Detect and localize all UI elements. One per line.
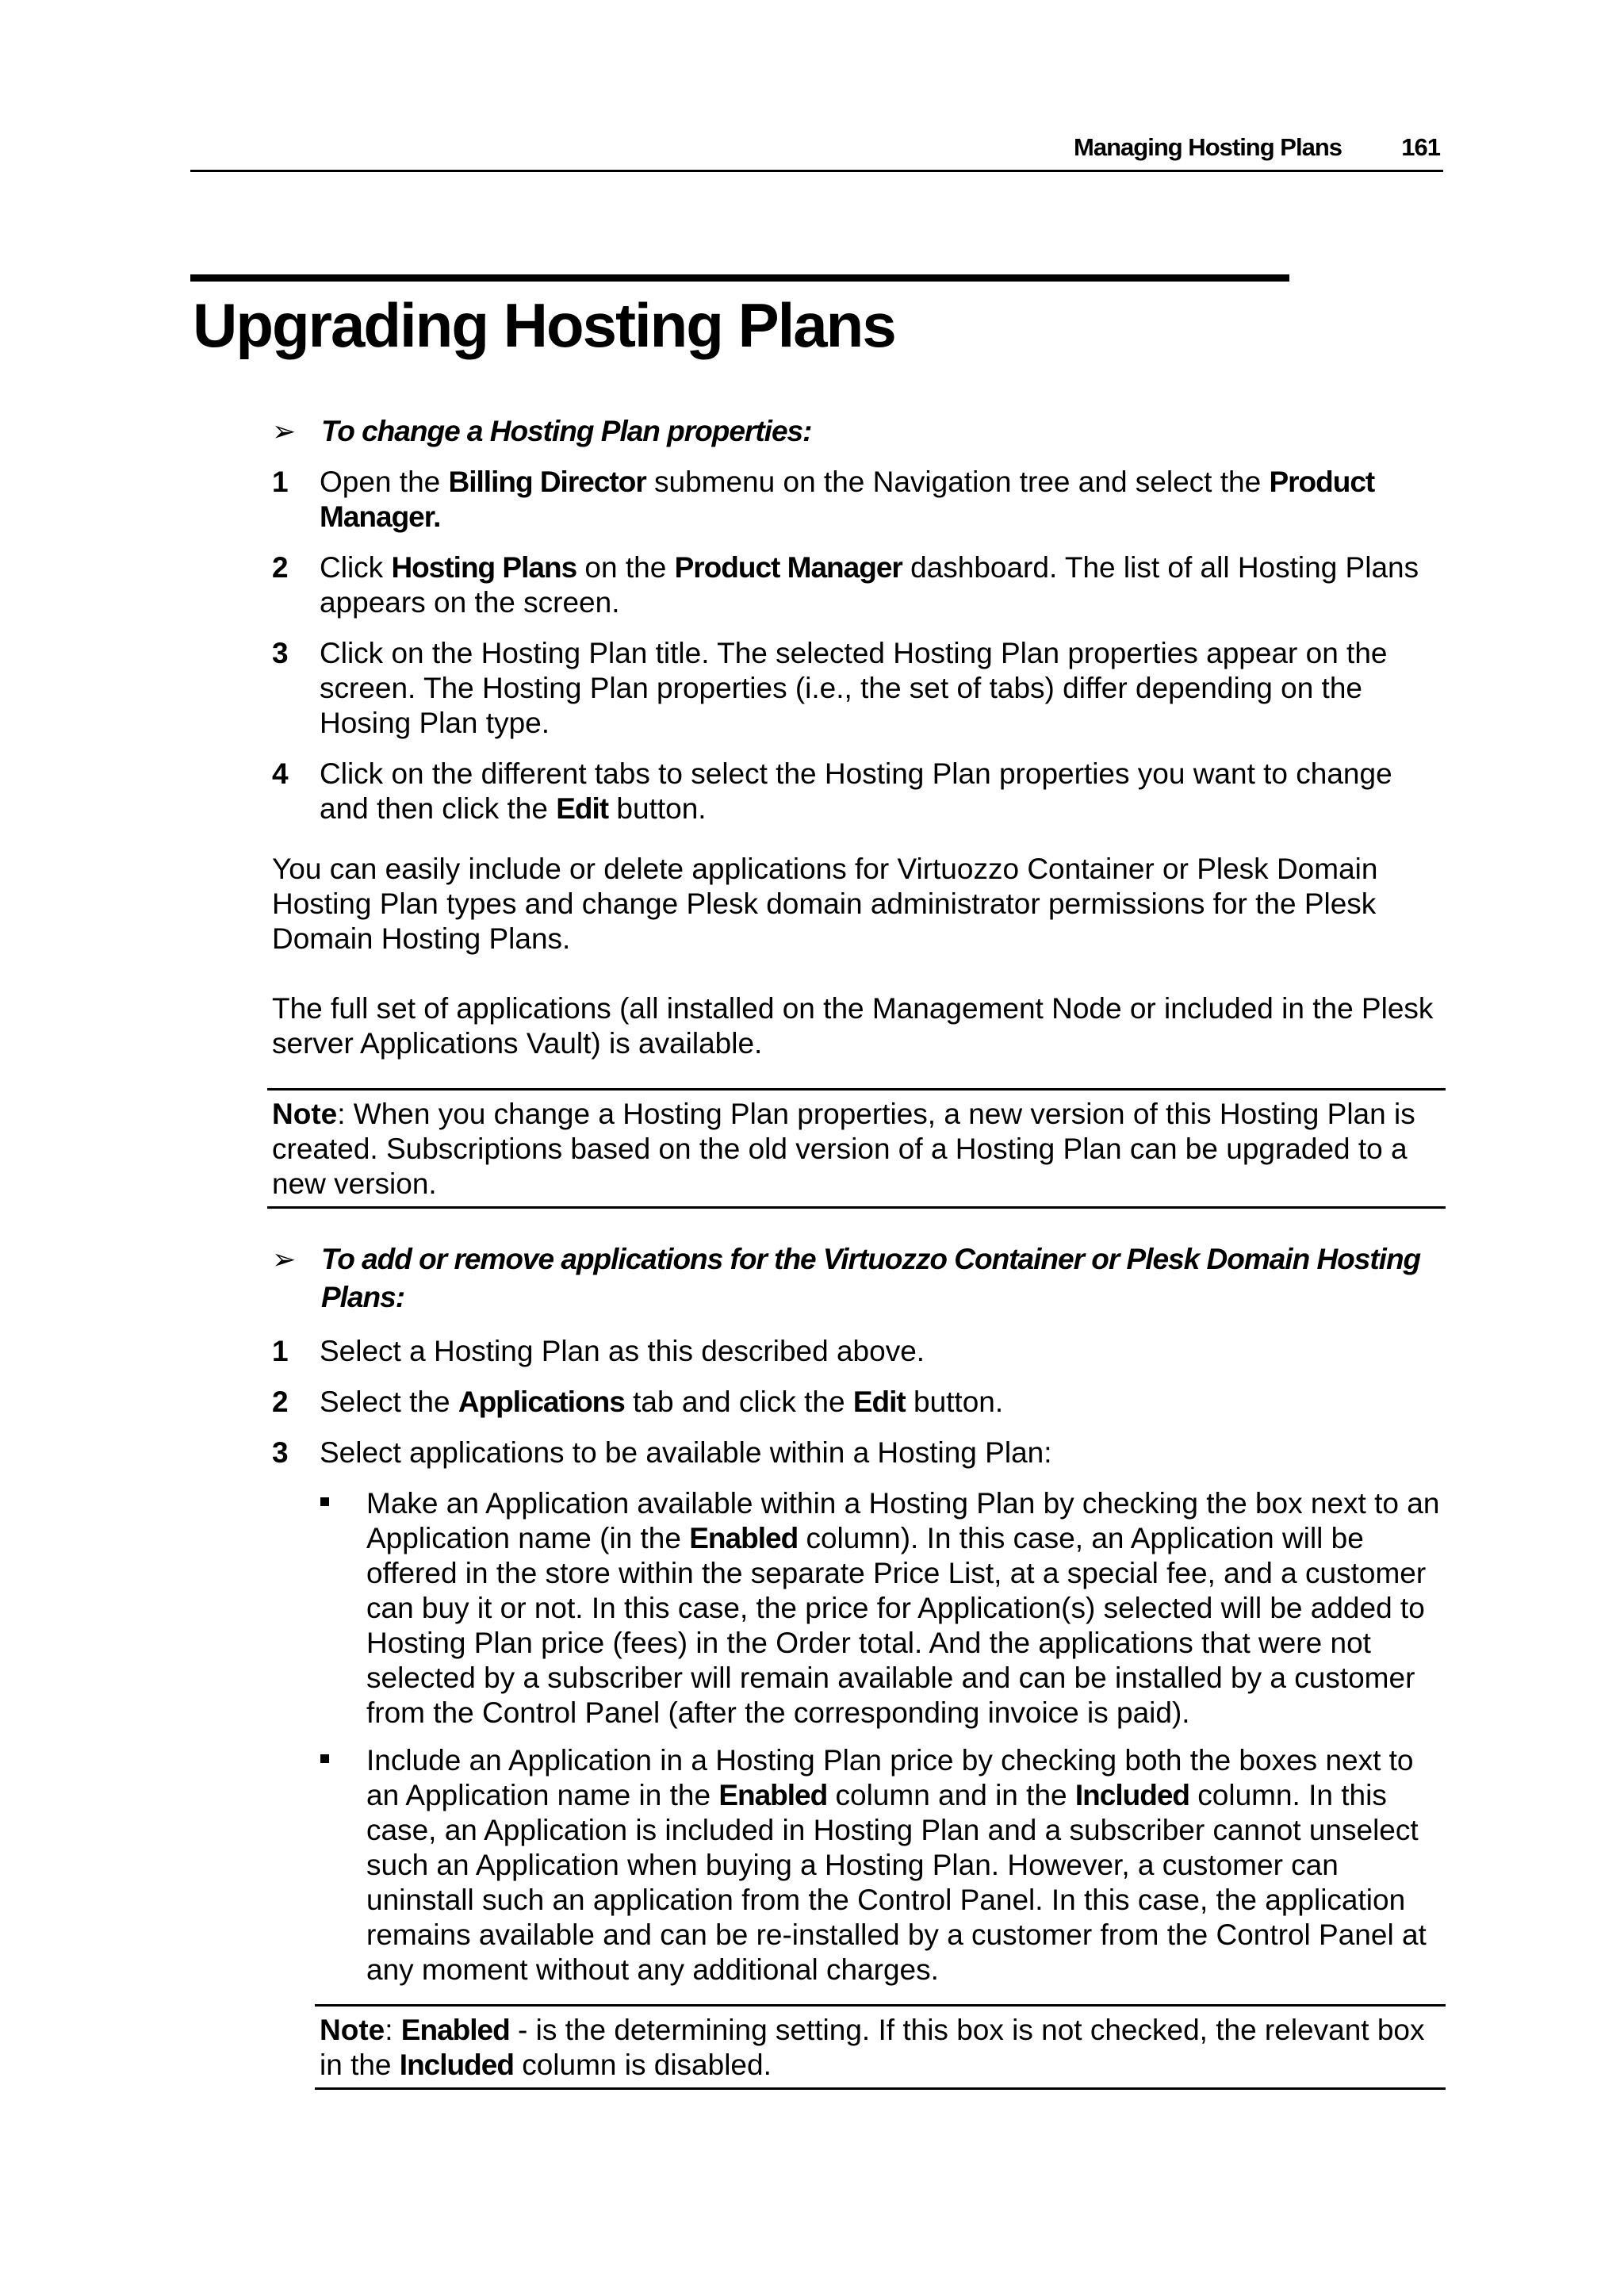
- step-item: [272, 1435, 1446, 1470]
- procedure-heading-text: To change a Hosting Plan properties:: [321, 415, 812, 447]
- arrow-bullet-icon: ➢: [272, 415, 296, 447]
- page-number: 161: [1401, 133, 1440, 161]
- note-box: Note: Enabled - is the determining setting. If this box is not checked, the relevant box in the Included column is disabled.: [315, 2004, 1446, 2090]
- bullet-item: Make an Application available within a Hosting Plan by checking the box next to an Application name (in the Enabled column). In this case, an Application will be offered in the store within the separate Price List, at a special fee, and a customer can buy it or not. In this case, the price for Application(s) selected will be added to Hosting Plan price (fees) in the Order total. And the applications that were not selected by a subscriber will remain available and can be installed by a customer from the Control Panel (after the corresponding invoice is paid).: [317, 1486, 1443, 1731]
- step-item: [272, 465, 1446, 535]
- page-title: Upgrading Hosting Plans: [193, 290, 895, 360]
- body-paragraph: The full set of applications (all installed on the Management Node or included in the Plesk server Applications Vault) is available.: [272, 992, 1434, 1060]
- step-text: Select a Hosting Plan as this described above.: [320, 1335, 925, 1367]
- step-number: 4: [272, 757, 289, 790]
- running-header-section: Managing Hosting Plans: [1074, 133, 1342, 161]
- note-label: Note: [320, 2014, 385, 2046]
- bullet-item: Include an Application in a Hosting Plan price by checking both the boxes next to an Application name in the Enabled column and in the Included column. In this case, an Application is included in Hosting Plan and a subscriber cannot unselect such an Application when buying a Hosting Plan. However, a customer can uninstall such an application from the Control Panel. In this case, the application remains available and can be re-installed by a customer from the Control Panel at any moment without any additional charges.: [317, 1743, 1443, 1987]
- procedure-heading: [272, 1240, 1430, 1317]
- step-item: [272, 636, 1446, 741]
- step-text: Open the Billing Director submenu on the Navigation tree and select the Product Manager.: [320, 466, 1375, 533]
- square-bullet-icon: [320, 1754, 329, 1763]
- title-rule: [190, 274, 1289, 282]
- step-text: Select the Applications tab and click the Edit button.: [320, 1386, 1004, 1418]
- body-paragraph: You can easily include or delete applications for Virtuozzo Container or Plesk Domain Hosting Plan types and change Plesk domain administrator permissions for the Plesk Domain Hosting Plans.: [272, 853, 1378, 955]
- step-number: 2: [272, 551, 289, 584]
- square-bullet-icon: [320, 1497, 329, 1506]
- step-text: Select applications to be available within a Hosting Plan:: [320, 1436, 1052, 1469]
- step-text: Click on the different tabs to select the Hosting Plan properties you want to change and then click the Edit button.: [320, 757, 1392, 825]
- step-item: [272, 757, 1446, 826]
- note-label: Note: [272, 1098, 338, 1130]
- step-number: 1: [272, 1335, 289, 1367]
- procedure-heading-text: To add or remove applications for the Virtuozzo Container or Plesk Domain Hosting Plans:: [321, 1243, 1421, 1313]
- running-header: [190, 133, 1443, 172]
- step-text: Click on the Hosting Plan title. The selected Hosting Plan properties appear on the screen. The Hosting Plan properties (i.e., the set of tabs) differ depending on the Hosing Plan type.: [320, 637, 1388, 739]
- step-number: 1: [272, 466, 289, 498]
- step-number: 3: [272, 1436, 289, 1469]
- arrow-bullet-icon: ➢: [272, 1243, 296, 1275]
- step-item: [272, 1385, 1446, 1420]
- step-number: 2: [272, 1386, 289, 1418]
- note-box: [267, 1088, 1446, 1209]
- step-number: 3: [272, 637, 289, 669]
- step-item: [272, 1334, 1446, 1369]
- note-text: : When you change a Hosting Plan properties, a new version of this Hosting Plan is created. Subscriptions based on the old version of a Hosting Plan can be upgraded to a new version.: [272, 1098, 1415, 1200]
- procedure-heading: [272, 412, 1382, 450]
- step-item: [272, 550, 1446, 620]
- step-text: Click Hosting Plans on the Product Manager dashboard. The list of all Hosting Plans appears on the screen.: [320, 551, 1419, 619]
